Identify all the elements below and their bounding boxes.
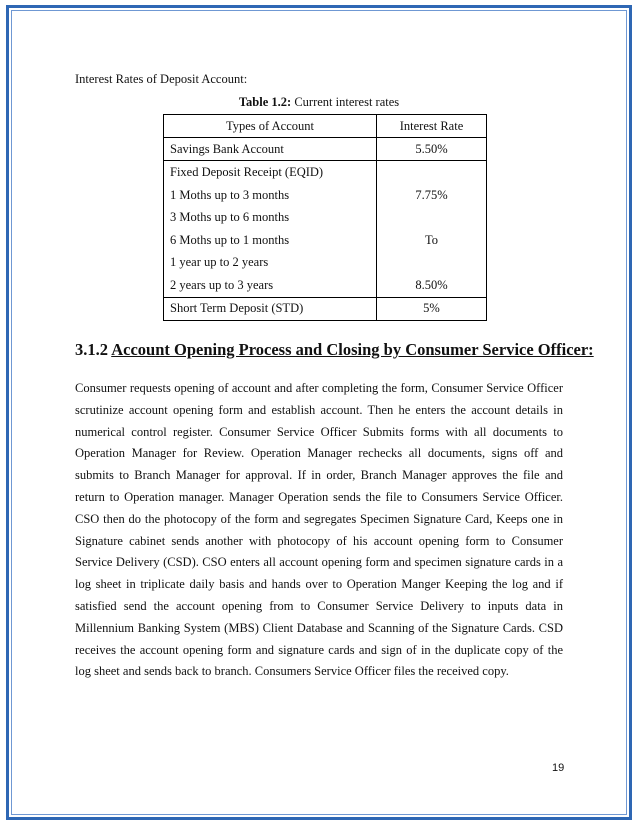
fd-line: 2 years up to 3 years xyxy=(170,277,274,292)
page-number: 19 xyxy=(552,762,565,774)
table-caption-label: Table 1.2: xyxy=(238,95,292,109)
row-fixed-deposit-rate xyxy=(377,161,487,298)
fd-rate-line xyxy=(383,251,480,274)
fd-rate-line: To xyxy=(424,232,438,247)
table-caption-text: Current interest rates xyxy=(291,95,400,109)
fd-rate-line: 8.50% xyxy=(415,277,448,292)
intro-text: Interest Rates of Deposit Account: xyxy=(75,72,248,86)
row-std-rate: 5% xyxy=(377,297,487,320)
row-savings-rate: 5.50% xyxy=(377,138,487,161)
table-row xyxy=(164,297,487,320)
section-title: Account Opening Process and Closing by Consumer Service Officer: xyxy=(111,340,594,359)
fd-line: 3 Moths up to 6 months xyxy=(170,210,290,225)
fd-line: 1 year up to 2 years xyxy=(170,255,269,270)
table-row xyxy=(164,161,487,298)
fd-rate-line xyxy=(383,161,480,184)
fd-line: Fixed Deposit Receipt (EQID) xyxy=(170,165,324,179)
fd-rate-line: 7.75% xyxy=(415,187,448,202)
fd-rate-line xyxy=(383,206,480,229)
fd-line: 6 Moths up to 1 months xyxy=(170,232,290,247)
table-header-row xyxy=(164,115,487,138)
header-types-of-account: Types of Account xyxy=(164,115,377,138)
section-number: 3.1.2 xyxy=(75,340,112,359)
section-heading xyxy=(75,340,594,360)
fd-line: 1 Moths up to 3 months xyxy=(170,187,290,202)
header-interest-rate: Interest Rate xyxy=(377,115,487,138)
body-paragraph: Consumer requests opening of account and after completing the form, Consumer Service Officer scrutinize account opening form and establish account. Then he enters the account details in numerical control register. Consumer Service Officer Submits forms with all documents to Operation Manager for Review. Operation Manager rechecks all documents, signs off and submits to Branch Manager for approval. If in order, Branch Manager approves the file and return to Operation manager. Manager Operation sends the file to Consumers Service Officer. CSO then do the photocopy of the form and segregates Specimen Signature Card, Keeps one in Signature cabinet sends another with photocopy of his account opening form to Consumer Service Delivery (CSD). CSO enters all account opening form and specimen signature cards in a log sheet in triplicate daily basis and hands over to Operation Manger Keeping the log and if satisfied send the account opening from to Consumer Service Delivery to inputs data in Millennium Banking System (MBS) Client Database and Scanning of the Signature Cards. CSD receives the account opening form and signature cards and sign of in the duplicate copy of the log sheet and sends back to branch. Consumers Service Officer files the received copy. xyxy=(75,381,563,679)
row-savings-type: Savings Bank Account xyxy=(164,138,377,161)
row-std-type: Short Term Deposit (STD) xyxy=(164,297,377,320)
table-row xyxy=(164,138,487,161)
row-fixed-deposit-type xyxy=(164,161,377,298)
table-caption xyxy=(0,95,638,110)
interest-rates-table xyxy=(163,114,487,321)
